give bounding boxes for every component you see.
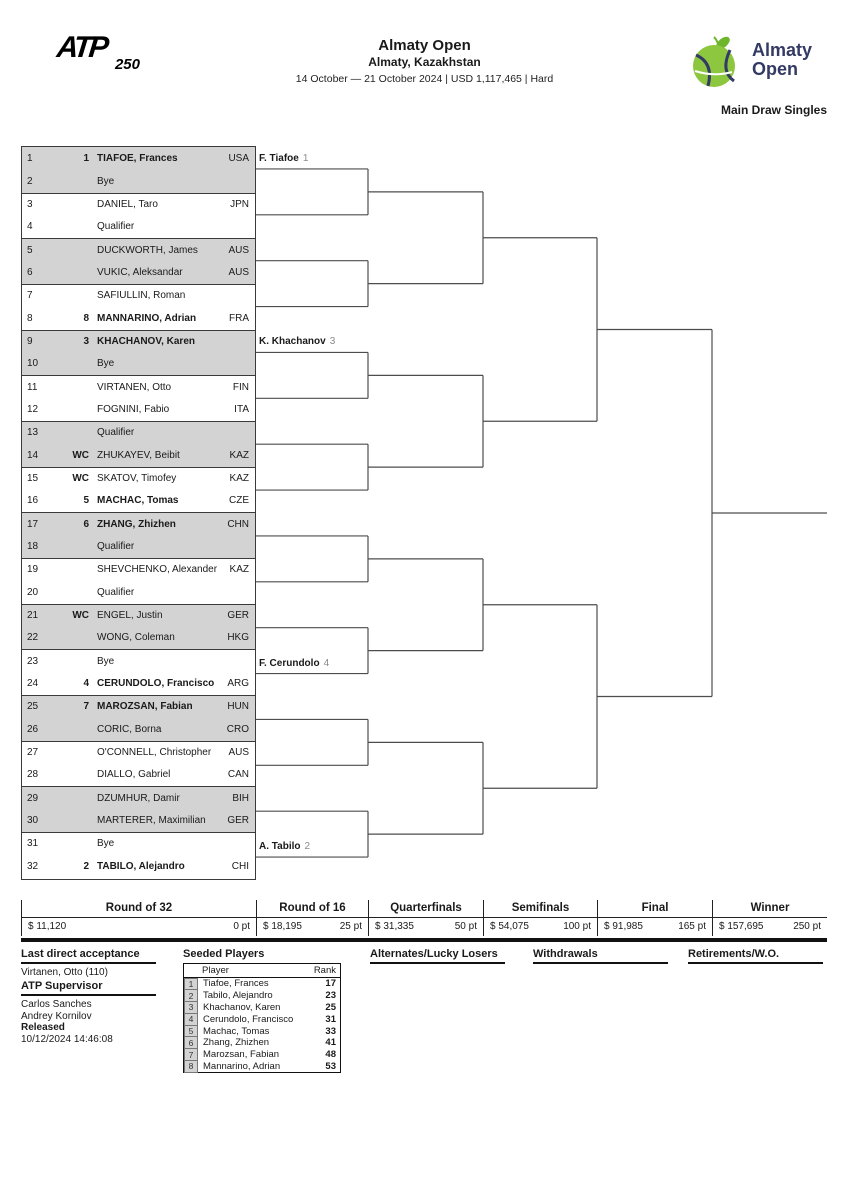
atp-250-logo [55, 31, 152, 73]
player-country: KAZ [229, 564, 249, 576]
draw-row [22, 444, 255, 467]
player-country: USA [228, 152, 249, 164]
withdrawals-heading: Withdrawals [533, 948, 668, 964]
player-name: DZUMHUR, Damir [97, 792, 180, 804]
seeded-col-player: Player [202, 965, 229, 976]
player-position: 11 [27, 381, 38, 393]
seeded-player-rank: 48 [325, 1049, 336, 1061]
player-name: MACHAC, Tomas [97, 495, 179, 507]
player-name: Bye [97, 838, 115, 850]
seeded-player-rank: 31 [325, 1013, 336, 1025]
seed-number: 2 [184, 989, 198, 1002]
info-column-alternates [370, 948, 510, 964]
player-position: 18 [27, 540, 39, 552]
player-name: DUCKWORTH, James [97, 244, 198, 256]
seeded-player-name: Zhang, Zhizhen [203, 1037, 270, 1049]
round-points: 100 pt [563, 921, 591, 932]
player-name: SKATOV, Timofey [97, 473, 177, 484]
draw-row [22, 352, 255, 375]
last-direct-acceptance-value: Virtanen, Otto (110) [21, 967, 108, 978]
player-name: MARTERER, Maximilian [97, 814, 206, 826]
player-position: 26 [27, 723, 39, 735]
player-seed-or-entry: 4 [83, 677, 89, 689]
player-name: DANIEL, Taro [97, 199, 158, 211]
draw-row [22, 512, 255, 535]
draw-row [22, 535, 255, 558]
player-name: Qualifier [97, 586, 135, 598]
player-position: 13 [27, 427, 39, 439]
player-name: CORIC, Borna [97, 723, 162, 735]
draw-row [22, 330, 255, 353]
round-name: Round of 16 [257, 900, 368, 918]
draw-row [22, 649, 255, 672]
seeded-player-row [184, 1037, 340, 1049]
r16-winner-name: F. Tiafoe [259, 153, 299, 164]
seed-number: 8 [184, 1060, 198, 1073]
r16-winner-label [259, 841, 310, 852]
player-seed-or-entry: WC [72, 449, 89, 461]
r16-winner-seed: 4 [323, 658, 330, 669]
player-position: 31 [27, 838, 39, 850]
player-position: 14 [27, 449, 39, 461]
round-points: 250 pt [793, 921, 821, 932]
player-name: Bye [97, 175, 115, 187]
player-name: SHEVCHENKO, Alexander [97, 564, 218, 576]
seeded-player-row [184, 1061, 340, 1073]
atp-supervisor-heading: ATP Supervisor [21, 980, 156, 996]
player-name: CERUNDOLO, Francisco [97, 677, 215, 689]
supervisor-name: Carlos Sanches [21, 999, 92, 1010]
round-points: 25 pt [339, 921, 362, 932]
round-column [712, 900, 827, 936]
seeded-player-rank: 17 [325, 978, 336, 990]
tournament-details: 14 October — 21 October 2024 | USD 1,117,465 | Hard [295, 73, 554, 85]
player-name: DIALLO, Gabriel [97, 769, 171, 781]
seeded-player-row [184, 1013, 340, 1025]
r16-winner-name: K. Khachanov [259, 336, 326, 347]
player-name: Qualifier [97, 221, 135, 233]
draw-row [22, 832, 255, 855]
player-name: Bye [97, 655, 115, 667]
player-country: AUS [228, 746, 249, 758]
player-name: Bye [97, 358, 115, 370]
round-values [369, 918, 483, 936]
draw-row [22, 604, 255, 627]
player-seed-or-entry: 6 [83, 518, 89, 530]
round-prize: $ 54,075 [490, 921, 529, 932]
draw-row [22, 786, 255, 809]
seeded-table-body [184, 978, 340, 1072]
r16-winner-label [259, 336, 335, 347]
round-column [597, 900, 712, 936]
round-column [368, 900, 483, 936]
draw-row [22, 718, 255, 741]
player-country: GER [227, 814, 249, 826]
round-points: 165 pt [678, 921, 706, 932]
seeded-player-name: Machac, Tomas [203, 1025, 270, 1037]
info-column-retirements [688, 948, 828, 964]
almaty-open-logo [690, 31, 812, 89]
player-position: 5 [27, 244, 33, 256]
player-position: 7 [27, 290, 33, 302]
seed-number: 5 [184, 1025, 198, 1038]
player-position: 19 [27, 564, 39, 576]
apple-ball-icon [690, 31, 746, 89]
seeded-player-rank: 23 [325, 990, 336, 1002]
round-values [713, 918, 827, 936]
draw-row [22, 741, 255, 764]
player-country: ARG [227, 677, 249, 689]
event-logo-line1: Almaty [751, 40, 812, 60]
seeded-col-rank: Rank [313, 965, 336, 976]
tournament-header [200, 37, 649, 85]
r16-winner-label [259, 153, 308, 164]
player-name: KHACHANOV, Karen [97, 336, 195, 348]
round-name: Round of 32 [22, 900, 256, 918]
round-name: Winner [713, 900, 827, 918]
supervisor-name: Andrey Kornilov [21, 1010, 92, 1022]
atp-logo-word: ATP [55, 31, 108, 64]
round-column [21, 900, 256, 936]
player-position: 4 [27, 221, 33, 233]
draw-row [22, 695, 255, 718]
draw-row [22, 581, 255, 604]
draw-row [22, 763, 255, 786]
seeded-player-name: Tiafoe, Frances [203, 978, 269, 990]
player-name: MANNARINO, Adrian [97, 312, 197, 324]
player-country: CHI [231, 860, 249, 872]
round-prize: $ 11,120 [28, 921, 67, 932]
round-prize: $ 91,985 [604, 921, 643, 932]
player-name: WONG, Coleman [97, 632, 175, 644]
player-name: ENGEL, Justin [97, 609, 163, 621]
r16-winner-seed: 3 [329, 336, 336, 347]
player-position: 8 [27, 312, 33, 324]
info-column-acceptance [21, 948, 171, 1047]
player-country: BIH [232, 792, 249, 804]
player-country: GER [227, 609, 249, 621]
round-points: 0 pt [233, 921, 250, 932]
player-position: 27 [27, 746, 39, 758]
player-country: FIN [232, 381, 249, 393]
round-of-32-table [21, 146, 256, 880]
player-seed-or-entry: WC [72, 473, 89, 484]
tournament-location: Almaty, Kazakhstan [368, 55, 481, 69]
player-position: 29 [27, 792, 39, 804]
round-column [256, 900, 368, 936]
round-values [484, 918, 597, 936]
player-country: KAZ [229, 473, 249, 484]
player-name: VIRTANEN, Otto [97, 381, 172, 393]
draw-row [22, 855, 255, 878]
seeded-player-row [184, 1025, 340, 1037]
round-prize: $ 157,695 [719, 921, 764, 932]
player-name: O'CONNELL, Christopher [97, 746, 212, 758]
player-country: FRA [229, 312, 249, 324]
seeded-player-rank: 41 [325, 1037, 336, 1049]
r16-winner-seed: 2 [304, 841, 311, 852]
draw-row [22, 170, 255, 193]
player-position: 16 [27, 495, 39, 507]
round-values [22, 918, 256, 936]
seed-number: 4 [184, 1013, 198, 1026]
round-prize: $ 31,335 [375, 921, 414, 932]
player-position: 21 [27, 609, 39, 621]
player-country: CHN [227, 518, 249, 530]
player-position: 20 [27, 586, 39, 598]
player-country: KAZ [229, 449, 249, 461]
draw-row [22, 672, 255, 695]
seeded-players-heading: Seeded Players [183, 948, 265, 960]
player-name: VUKIC, Aleksandar [97, 267, 183, 279]
round-column [483, 900, 597, 936]
draw-row [22, 467, 255, 490]
player-name: ZHANG, Zhizhen [97, 518, 176, 530]
seeded-table-header [184, 964, 340, 978]
draw-row [22, 284, 255, 307]
player-seed-or-entry: 7 [83, 701, 89, 713]
player-position: 10 [27, 358, 39, 370]
retirements-heading: Retirements/W.O. [688, 948, 823, 964]
seeded-players-table [183, 963, 341, 1073]
player-country: CAN [227, 769, 249, 781]
seeded-player-row [184, 1049, 340, 1061]
round-prize: $ 18,195 [263, 921, 302, 932]
seeded-player-row [184, 1002, 340, 1014]
seeded-player-rank: 53 [325, 1060, 336, 1072]
draw-row [22, 261, 255, 284]
player-position: 28 [27, 769, 39, 781]
player-country: AUS [228, 267, 249, 279]
seeded-player-rank: 33 [325, 1025, 336, 1037]
rounds-prize-strip [21, 900, 827, 936]
player-name: Qualifier [97, 540, 135, 552]
seeded-player-name: Tabilo, Alejandro [203, 990, 273, 1002]
draw-row [22, 238, 255, 261]
tournament-title: Almaty Open [378, 37, 471, 54]
seed-number: 7 [184, 1048, 198, 1061]
draw-row [22, 558, 255, 581]
player-position: 1 [27, 152, 33, 164]
player-seed-or-entry: 1 [83, 152, 89, 164]
player-seed-or-entry: 5 [83, 495, 89, 507]
player-name: TABILO, Alejandro [97, 860, 185, 872]
player-position: 32 [27, 860, 39, 872]
footer-divider-bar [21, 938, 827, 942]
seeded-players-section [183, 948, 343, 1073]
seed-number: 6 [184, 1036, 198, 1049]
player-seed-or-entry: 3 [83, 336, 89, 348]
draw-row [22, 193, 255, 216]
player-country: CZE [229, 495, 249, 507]
round-points: 50 pt [454, 921, 477, 932]
draw-row [22, 489, 255, 512]
player-country: JPN [230, 199, 249, 211]
draw-row [22, 215, 255, 238]
round-name: Semifinals [484, 900, 597, 918]
r16-winner-name: F. Cerundolo [259, 658, 320, 669]
seeded-player-name: Mannarino, Adrian [203, 1060, 281, 1072]
player-country: ITA [234, 404, 249, 416]
draw-row [22, 809, 255, 832]
player-name: Qualifier [97, 427, 135, 439]
draw-type-label: Main Draw Singles [720, 103, 827, 117]
supervisor-names [21, 999, 171, 1045]
round-values [598, 918, 712, 936]
player-country: HKG [227, 632, 249, 644]
player-name: SAFIULLIN, Roman [97, 290, 186, 302]
round-name: Final [598, 900, 712, 918]
draw-row [22, 626, 255, 649]
seeded-player-name: Cerundolo, Francisco [203, 1013, 294, 1025]
player-position: 25 [27, 701, 39, 713]
event-logo-line2: Open [751, 59, 798, 79]
player-country: HUN [227, 701, 249, 713]
player-position: 6 [27, 267, 33, 279]
draw-row [22, 398, 255, 421]
player-seed-or-entry: 8 [83, 312, 89, 324]
player-position: 30 [27, 814, 39, 826]
r16-winner-seed: 1 [302, 153, 309, 164]
player-name: MAROZSAN, Fabian [97, 701, 193, 713]
player-position: 24 [27, 677, 39, 689]
event-logo-text [752, 41, 812, 79]
player-position: 2 [27, 175, 33, 187]
last-direct-acceptance-heading: Last direct acceptance [21, 948, 156, 964]
seeded-player-name: Khachanov, Karen [203, 1001, 281, 1013]
seeded-player-name: Marozsan, Fabian [203, 1049, 280, 1061]
player-position: 3 [27, 199, 33, 211]
alternates-heading: Alternates/Lucky Losers [370, 948, 505, 964]
r16-winner-label [259, 658, 329, 669]
round-values [257, 918, 368, 936]
seeded-player-rank: 25 [325, 1001, 336, 1013]
player-position: 23 [27, 655, 39, 667]
player-position: 15 [27, 473, 39, 484]
seed-number: 1 [184, 978, 198, 991]
atp-logo-tier: 250 [114, 56, 140, 73]
player-name: ZHUKAYEV, Beibit [97, 449, 180, 461]
draw-row [22, 375, 255, 398]
player-country: AUS [228, 244, 249, 256]
player-seed-or-entry: WC [72, 609, 89, 621]
released-timestamp: 10/12/2024 14:46:08 [21, 1033, 113, 1045]
seeded-player-row [184, 990, 340, 1002]
draw-row [22, 147, 255, 170]
player-position: 9 [27, 336, 33, 348]
player-seed-or-entry: 2 [83, 860, 89, 872]
player-name: FOGNINI, Fabio [97, 404, 170, 416]
seed-number: 3 [184, 1001, 198, 1014]
round-name: Quarterfinals [369, 900, 483, 918]
player-position: 22 [27, 632, 39, 644]
info-column-withdrawals [533, 948, 673, 964]
player-position: 12 [27, 404, 39, 416]
seeded-player-row [184, 978, 340, 990]
draw-row [22, 421, 255, 444]
player-country: CRO [226, 723, 249, 735]
released-heading: Released [21, 1022, 65, 1033]
draw-row [22, 307, 255, 330]
r16-winner-name: A. Tabilo [259, 841, 301, 852]
player-position: 17 [27, 518, 39, 530]
player-name: TIAFOE, Frances [97, 152, 178, 164]
